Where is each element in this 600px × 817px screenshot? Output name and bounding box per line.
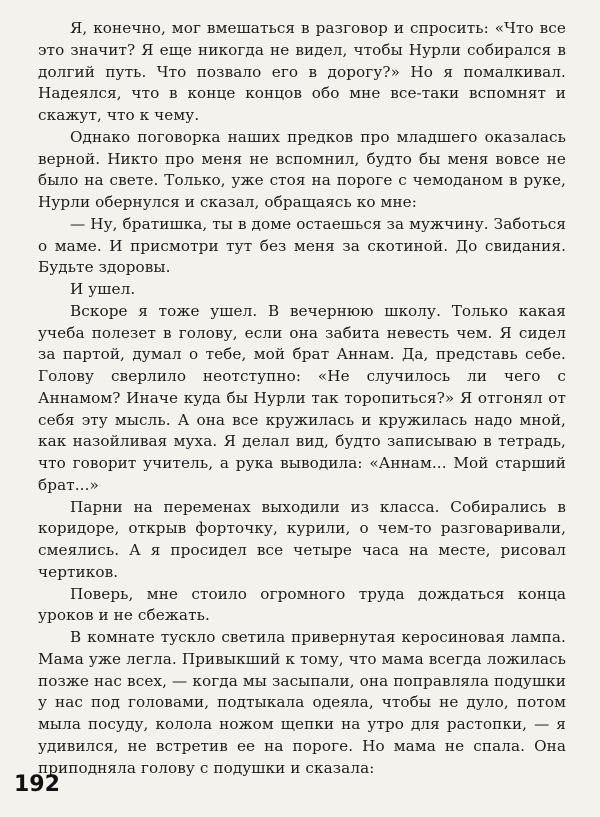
paragraph-8: В комнате тускло светила привернутая керосиновая лампа. Мама уже легла. Привыкший к тому, что мама всегда ложилась позже нас всех, — когда мы засыпали, она поправляла подушки у нас под головами, подтыкала одеяла, чтобы не дуло, потом мыла посуду, колола ножом щепки на утро для растопки, — я удивился, не встретив ее на пороге. Но мама не спала. Она приподняла голову с подушки и сказала: [38, 628, 566, 777]
page-number: 192 [14, 772, 60, 797]
paragraph-6: Парни на переменах выходили из класса. Собирались в коридоре, открыв форточку, курили, о чем-то разговаривали, смеялись. А я просидел все четыре часа на месте, рисовал чертиков. [38, 497, 566, 581]
paragraph-5: Вскоре я тоже ушел. В вечернюю школу. Только какая учеба полезет в голову, если она забита невесть чем. Я сидел за партой, думал о тебе, мой брат Аннам. Да, представь себе. Голову сверлило неотступно: «Не случилось ли чего с Аннамом? Иначе куда бы Нурли так торопиться?» Я отгонял от себя эту мысль. А она все кружилась и кружилась надо мной, как назойливая муха. Я делал вид, будто записываю в тетрадь, что говорит учитель, а рука выводила: «Аннам... Мой старший брат...» [38, 301, 566, 494]
paragraph-7: Поверь, мне стоило огромного труда дождаться конца уроков и не сбежать. [38, 584, 566, 625]
paragraph-1: Я, конечно, мог вмешаться в разговор и спросить: «Что все это значит? Я еще никогда не видел, чтобы Нурли собирался в долгий путь. Что позвало его в дорогу?» Но я помалкивал. Надеялся, что в конце концов обо мне все-таки вспомнят и скажут, что к чему. [38, 19, 566, 124]
body-text [38, 18, 566, 779]
paragraph-2: Однако поговорка наших предков про младшего оказалась верной. Никто про меня не вспомнил, будто бы меня вовсе не было на свете. Только, уже стоя на пороге с чемоданом в руке, Нурли обернулся и сказал, обращаясь ко мне: [38, 127, 566, 211]
paragraph-4: И ушел. [70, 280, 136, 298]
paragraph-3: — Ну, братишка, ты в доме остаешься за мужчину. Заботься о маме. И присмотри тут без меня за скотиной. До свидания. Будьте здоровы. [38, 214, 566, 277]
